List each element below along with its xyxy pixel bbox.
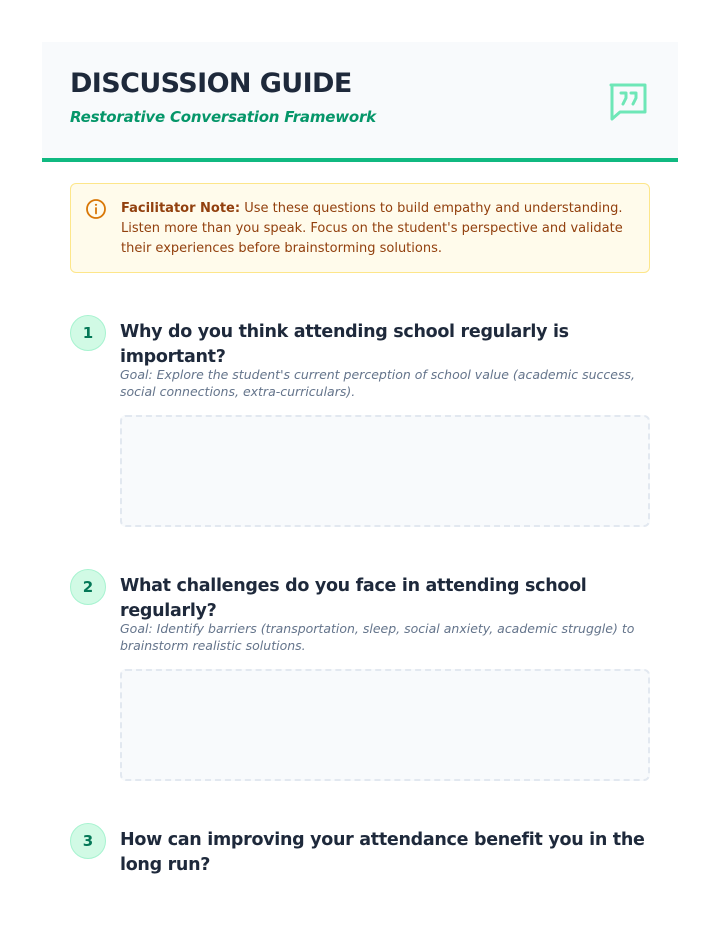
- answer-box[interactable]: [120, 669, 650, 781]
- question-goal: Goal: Identify barriers (transportation, sleep, social anxiety, academic struggle) to brainstorm realistic solutions.: [120, 621, 635, 653]
- answer-box[interactable]: [120, 415, 650, 527]
- quote-bubble-icon: [606, 80, 650, 124]
- page-subtitle: Restorative Conversation Framework: [70, 108, 376, 126]
- question-number-badge: 2: [70, 569, 106, 605]
- facilitator-note-label: Facilitator Note:: [121, 201, 241, 216]
- question-text: What challenges do you face in attending school regularly?: [120, 576, 587, 621]
- guide-header: [42, 42, 678, 162]
- facilitator-note-body: Use these questions to build empathy and understanding. Listen more than you speak. Focus on the student's perspective and validate their experiences before brainstorming solutions.: [121, 201, 623, 256]
- info-icon: [85, 198, 107, 220]
- question-text: Why do you think attending school regularly is important?: [120, 322, 569, 367]
- facilitator-note: [70, 183, 650, 273]
- question-number-badge: 1: [70, 315, 106, 351]
- question-text: How can improving your attendance benefit you in the long run?: [120, 830, 645, 875]
- page-title: DISCUSSION GUIDE: [70, 68, 352, 99]
- question-number-badge: 3: [70, 823, 106, 859]
- facilitator-note-text: [121, 199, 637, 259]
- question-goal: Goal: Explore the student's current perception of school value (academic success, social connections, extra-curriculars).: [120, 367, 635, 399]
